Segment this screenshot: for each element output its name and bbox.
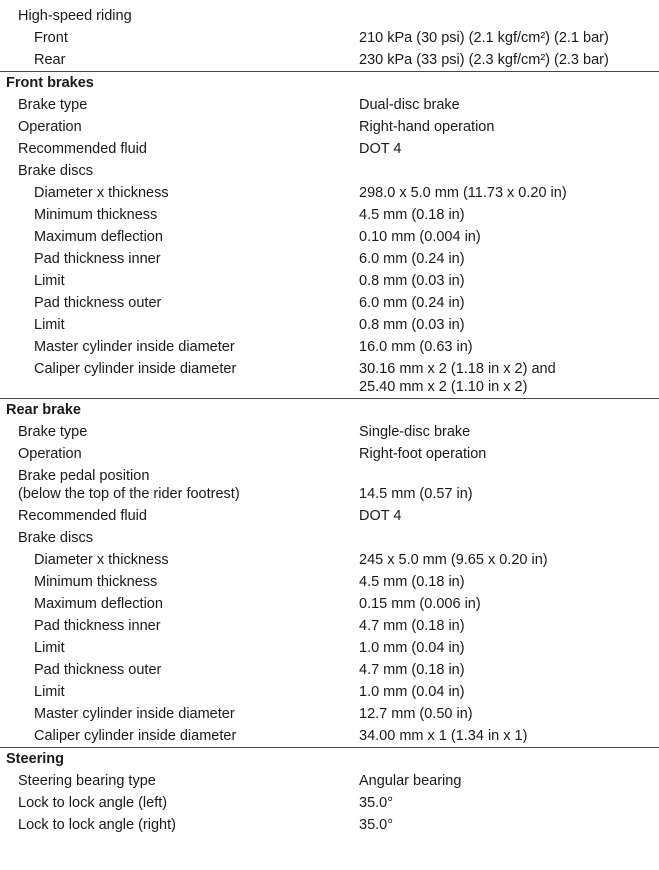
spec-value: Angular bearing [359, 773, 462, 789]
spec-value: 0.8 mm (0.03 in) [359, 273, 465, 289]
spec-value: 298.0 x 5.0 mm (11.73 x 0.20 in) [359, 185, 567, 201]
spec-value: DOT 4 [359, 141, 402, 157]
spec-value: 34.00 mm x 1 (1.34 in x 1) [359, 728, 528, 744]
spec-label: Steering bearing type [18, 773, 156, 789]
spec-row [0, 443, 659, 465]
spec-row [0, 204, 659, 226]
spec-label: Master cylinder inside diameter [34, 706, 235, 722]
spec-value: Single-disc brake [359, 424, 471, 440]
section-title: Steering [6, 751, 65, 767]
spec-value: 35.0° [359, 795, 394, 811]
spec-label: Limit [34, 317, 65, 333]
spec-row [0, 27, 659, 49]
spec-row [0, 527, 659, 549]
spec-label: Caliper cylinder inside diameter [34, 728, 237, 744]
spec-row [0, 226, 659, 248]
spec-label: Caliper cylinder inside diameter [34, 361, 237, 377]
spec-label-line: (below the top of the rider footrest) [18, 486, 240, 502]
spec-label: Maximum deflection [34, 229, 163, 245]
spec-row [0, 814, 659, 836]
spec-row [0, 770, 659, 792]
spec-label: Brake discs [18, 163, 93, 179]
spec-row [0, 182, 659, 204]
spec-label: Lock to lock angle (left) [18, 795, 168, 811]
spec-row [0, 792, 659, 814]
spec-row [0, 703, 659, 725]
spec-value: 1.0 mm (0.04 in) [359, 684, 465, 700]
spec-value: 4.7 mm (0.18 in) [359, 662, 465, 678]
spec-label: Minimum thickness [34, 207, 158, 223]
spec-value: DOT 4 [359, 508, 402, 524]
spec-value: 0.15 mm (0.006 in) [359, 596, 481, 612]
spec-table [0, 5, 659, 836]
spec-label: Pad thickness outer [34, 662, 162, 678]
spec-value: 4.5 mm (0.18 in) [359, 574, 465, 590]
spec-row [0, 659, 659, 681]
spec-value: Right-hand operation [359, 119, 495, 135]
spec-value [359, 360, 556, 396]
spec-value-line: 25.40 mm x 2 (1.10 in x 2) [359, 379, 528, 395]
spec-label: Operation [18, 446, 82, 462]
spec-label: Brake type [18, 97, 88, 113]
spec-row [0, 292, 659, 314]
spec-row [0, 314, 659, 336]
spec-row [0, 358, 659, 398]
spec-value: 6.0 mm (0.24 in) [359, 295, 465, 311]
section-header [0, 398, 659, 421]
spec-value: 6.0 mm (0.24 in) [359, 251, 465, 267]
spec-row [0, 637, 659, 659]
spec-label: Limit [34, 684, 65, 700]
section-header [0, 71, 659, 94]
spec-label: Master cylinder inside diameter [34, 339, 235, 355]
spec-label: Brake discs [18, 530, 93, 546]
spec-label: Pad thickness inner [34, 618, 161, 634]
spec-label: High-speed riding [18, 8, 132, 24]
spec-value: 4.5 mm (0.18 in) [359, 207, 465, 223]
spec-row [0, 549, 659, 571]
spec-row [0, 5, 659, 27]
spec-value: 4.7 mm (0.18 in) [359, 618, 465, 634]
spec-label: Pad thickness outer [34, 295, 162, 311]
spec-row [0, 725, 659, 747]
spec-value: 12.7 mm (0.50 in) [359, 706, 473, 722]
spec-row [0, 571, 659, 593]
spec-label: Brake type [18, 424, 88, 440]
spec-value [359, 467, 473, 503]
spec-value: 230 kPa (33 psi) (2.3 kgf/cm²) (2.3 bar) [359, 52, 609, 68]
spec-row [0, 336, 659, 358]
spec-label: Diameter x thickness [34, 552, 169, 568]
spec-label: Limit [34, 273, 65, 289]
spec-row [0, 94, 659, 116]
spec-value: Right-foot operation [359, 446, 487, 462]
spec-row [0, 116, 659, 138]
spec-label: Operation [18, 119, 82, 135]
spec-label: Recommended fluid [18, 141, 147, 157]
spec-value-line [359, 467, 473, 485]
spec-label: Recommended fluid [18, 508, 147, 524]
section-title: Rear brake [6, 402, 81, 418]
spec-value-line: 30.16 mm x 2 (1.18 in x 2) and [359, 361, 556, 377]
spec-label: Diameter x thickness [34, 185, 169, 201]
spec-row [0, 49, 659, 71]
section-header [0, 747, 659, 770]
spec-label: Lock to lock angle (right) [18, 817, 176, 833]
spec-label: Pad thickness inner [34, 251, 161, 267]
spec-label: Minimum thickness [34, 574, 158, 590]
spec-row [0, 421, 659, 443]
spec-value: 210 kPa (30 psi) (2.1 kgf/cm²) (2.1 bar) [359, 30, 609, 46]
spec-label: Limit [34, 640, 65, 656]
spec-value: 1.0 mm (0.04 in) [359, 640, 465, 656]
spec-label: Front [34, 30, 68, 46]
spec-row [0, 593, 659, 615]
spec-label: Maximum deflection [34, 596, 163, 612]
section-title: Front brakes [6, 75, 94, 91]
spec-row [0, 270, 659, 292]
spec-row [0, 248, 659, 270]
spec-row [0, 505, 659, 527]
spec-row [0, 138, 659, 160]
spec-value: 0.10 mm (0.004 in) [359, 229, 481, 245]
spec-row [0, 615, 659, 637]
spec-value-line: 14.5 mm (0.57 in) [359, 486, 473, 502]
spec-label: Rear [34, 52, 66, 68]
spec-value: Dual-disc brake [359, 97, 460, 113]
spec-value: 16.0 mm (0.63 in) [359, 339, 473, 355]
spec-value: 35.0° [359, 817, 394, 833]
spec-label-line: Brake pedal position [18, 468, 150, 484]
spec-value: 245 x 5.0 mm (9.65 x 0.20 in) [359, 552, 548, 568]
spec-row [0, 465, 659, 505]
spec-row [0, 160, 659, 182]
spec-label [18, 467, 240, 503]
spec-row [0, 681, 659, 703]
spec-value: 0.8 mm (0.03 in) [359, 317, 465, 333]
